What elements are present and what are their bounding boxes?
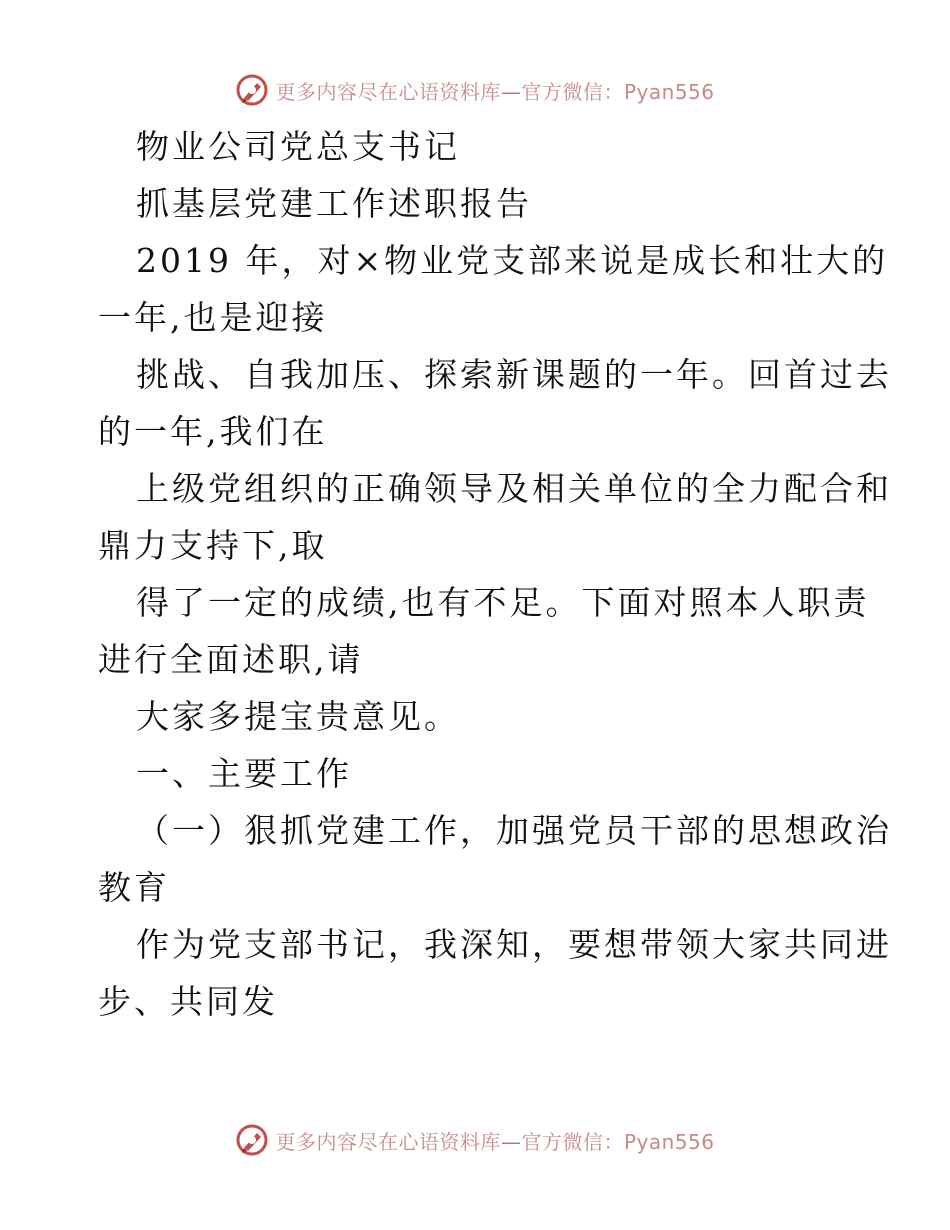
doc-title-line-2: 抓基层党建工作述职报告 [136,184,532,223]
paragraph-line: 鼎力支持下,取 [98,526,328,565]
paragraph-line: 大家多提宝贵意见。 [136,697,460,736]
header-banner [0,70,950,110]
footer-banner-text: 更多内容尽在心语资料库—官方微信：Pyan556 [275,1129,715,1154]
paragraph-line: 的一年,我们在 [98,412,328,451]
doc-title-line-1: 物业公司党总支书记 [136,127,460,166]
subsection-heading-cont: 教育 [98,868,170,907]
paragraph-line: 上级党组织的正确领导及相关单位的全力配合和 [136,469,892,508]
paragraph-line: 一年,也是迎接 [98,298,328,337]
footer-banner [0,1120,950,1160]
paragraph-line: 进行全面述职,请 [98,640,364,679]
paragraph-line: 作为党支部书记，我深知，要想带领大家共同进 [136,925,892,964]
header-banner-text: 更多内容尽在心语资料库—官方微信：Pyan556 [275,79,715,104]
paragraph-line: 得了一定的成绩,也有不足。下面对照本人职责 [136,583,870,622]
pen-logo-icon [235,1123,269,1157]
document-body [98,118,892,1030]
paragraph-line: 2019 年，对×物业党支部来说是成长和壮大的 [136,241,889,280]
paragraph-line: 步、共同发 [98,982,278,1021]
section-heading: 一、主要工作 [136,754,352,793]
paragraph-line: 挑战、自我加压、探索新课题的一年。回首过去 [136,355,892,394]
pen-logo-icon [235,73,269,107]
subsection-heading: （一）狠抓党建工作，加强党员干部的思想政治 [136,811,892,850]
